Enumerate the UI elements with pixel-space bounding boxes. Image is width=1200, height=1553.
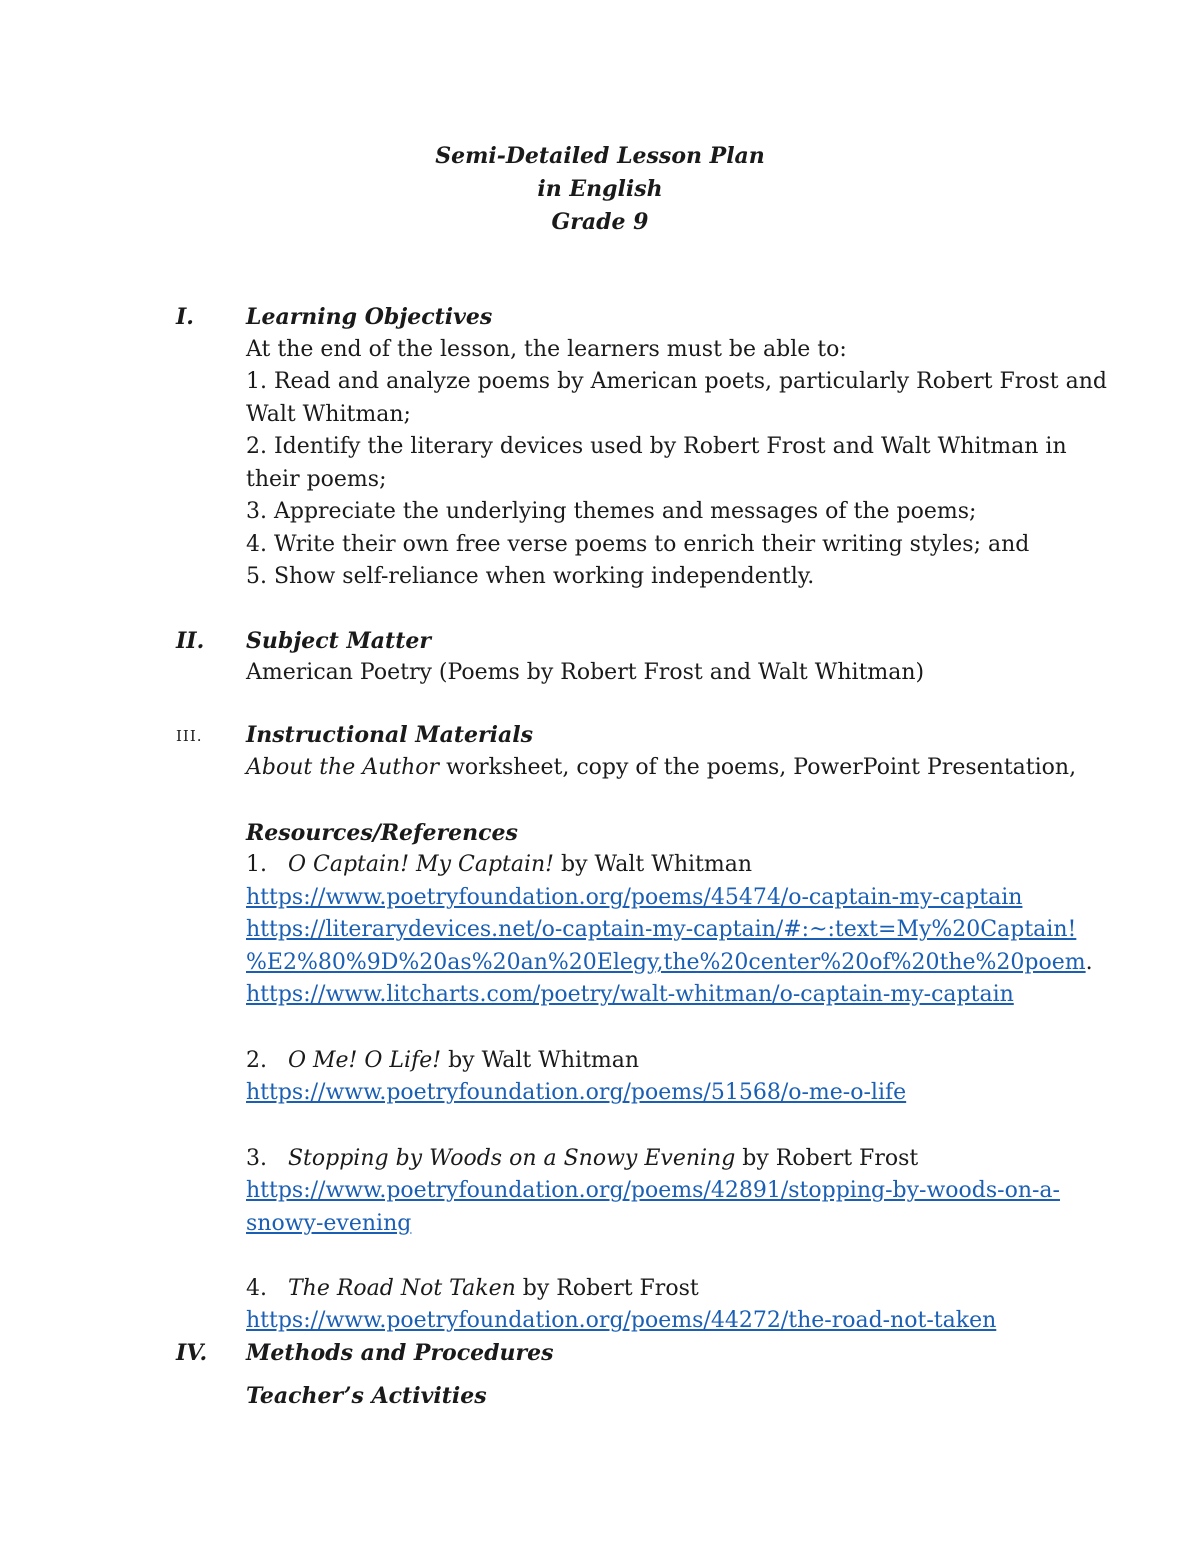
resource-number: 3.: [246, 1146, 267, 1171]
objective-line: 4. Write their own free verse poems to enrich their writing styles; and: [246, 532, 1030, 557]
objective-line: their poems;: [246, 467, 387, 492]
resources-heading: Resources/References: [246, 820, 518, 846]
resource-item-1: [246, 852, 752, 877]
resource-number: 4.: [246, 1276, 267, 1301]
teacher-activities-heading: Teacher’s Activities: [246, 1383, 487, 1409]
section-heading-objectives: Learning Objectives: [246, 304, 493, 330]
section-heading-subject: Subject Matter: [246, 628, 431, 654]
section-number-materials: III.: [176, 727, 203, 745]
resource-link[interactable]: snowy-evening: [246, 1211, 412, 1236]
section-heading-methods: Methods and Procedures: [246, 1340, 554, 1366]
materials-text: [246, 755, 1076, 780]
section-number-objectives: I.: [176, 304, 194, 330]
resource-title: O Captain! My Captain!: [287, 852, 555, 877]
document-title: [0, 140, 1200, 239]
materials-rest: worksheet, copy of the poems, PowerPoint Presentation,: [439, 755, 1077, 780]
materials-italic: About the Author: [246, 755, 440, 780]
objective-line: 1. Read and analyze poems by American poets, particularly Robert Frost and: [246, 369, 1107, 394]
resource-author: by Walt Whitman: [554, 852, 753, 877]
resource-title: O Me! O Life!: [287, 1048, 442, 1073]
section-heading-materials: Instructional Materials: [246, 722, 533, 748]
resource-number: 2.: [246, 1048, 267, 1073]
resource-number: 1.: [246, 852, 267, 877]
resource-link[interactable]: %E2%80%9D%20as%20an%20Elegy,the%20center%20of%20the%20poem: [246, 950, 1086, 975]
resource-author: by Walt Whitman: [441, 1048, 640, 1073]
objectives-intro: At the end of the lesson, the learners must be able to:: [246, 337, 847, 362]
resource-link[interactable]: https://www.poetryfoundation.org/poems/42891/stopping-by-woods-on-a-: [246, 1178, 1060, 1203]
resource-link[interactable]: https://www.poetryfoundation.org/poems/45474/o-captain-my-captain: [246, 885, 1023, 910]
section-number-methods: IV.: [176, 1340, 208, 1366]
resource-author: by Robert Frost: [735, 1146, 919, 1171]
link-period: .: [1085, 950, 1093, 975]
objective-line: Walt Whitman;: [246, 402, 411, 427]
resource-item-2: [246, 1048, 639, 1073]
resource-title: The Road Not Taken: [287, 1276, 516, 1301]
title-line-3: Grade 9: [551, 209, 649, 235]
subject-text: American Poetry (Poems by Robert Frost and Walt Whitman): [246, 660, 925, 685]
objective-line: 5. Show self-reliance when working independently.: [246, 564, 815, 589]
objective-line: 2. Identify the literary devices used by Robert Frost and Walt Whitman in: [246, 434, 1067, 459]
objective-line: 3. Appreciate the underlying themes and messages of the poems;: [246, 499, 977, 524]
title-line-1: Semi-Detailed Lesson Plan: [435, 143, 765, 169]
resource-author: by Robert Frost: [515, 1276, 699, 1301]
title-line-2: in English: [537, 176, 663, 202]
resource-link[interactable]: https://www.litcharts.com/poetry/walt-whitman/o-captain-my-captain: [246, 982, 1014, 1007]
section-number-subject: II.: [176, 628, 205, 654]
resource-item-4: [246, 1276, 699, 1301]
resource-link[interactable]: https://www.poetryfoundation.org/poems/44272/the-road-not-taken: [246, 1308, 997, 1333]
resource-title: Stopping by Woods on a Snowy Evening: [287, 1146, 736, 1171]
resource-link[interactable]: https://www.poetryfoundation.org/poems/51568/o-me-o-life: [246, 1080, 907, 1105]
resource-link[interactable]: https://literarydevices.net/o-captain-my-captain/#:~:text=My%20Captain!: [246, 917, 1077, 942]
resource-item-3: [246, 1146, 918, 1171]
